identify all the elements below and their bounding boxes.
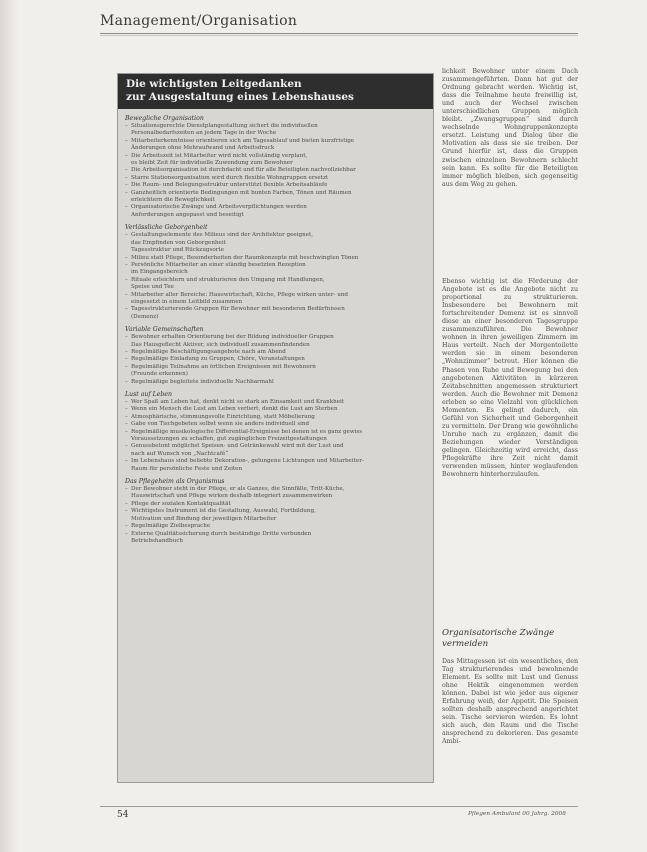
- infobox-list-item: – Starre Stationsorganisation wird durch flexible Wohngruppen ersetzt: [125, 175, 426, 182]
- header-rule: [100, 33, 578, 34]
- header-rule-secondary: [100, 35, 578, 36]
- infobox-list-item: eingesetzt in einem Leitbild zusammen: [131, 298, 243, 305]
- infobox-list-item: Motivation und Bindung der jeweiligen Mitarbeiter: [131, 515, 277, 522]
- infobox-list-item: – Die Raum- und Belegungsstruktur unterstützt flexible Arbeitsabläufe: [125, 182, 426, 189]
- infobox-list-item: – Regelmäßige begleitete individuelle Nachbarmahl: [125, 379, 426, 386]
- infobox-list-item: Raum für persönliche Feste und Zeiten: [131, 465, 243, 472]
- infobox-list-item: nach auf Wunsch von „Nachtcafé“: [131, 450, 229, 457]
- infobox-list-item: (Freunde erkennen): [131, 371, 188, 378]
- infobox-section: [125, 224, 426, 321]
- infobox-list-item: – Persönliche Mitarbeiter an einer ständig besetzten Rezeption: [125, 262, 426, 269]
- infobox-list-item: – Wenn ein Mensch die Lust am Leben verliert, denkt die Lust am Sterben: [125, 406, 426, 413]
- section-heading-line-2: vermeiden: [442, 638, 489, 649]
- running-header: Management/Organisation: [100, 13, 298, 29]
- infobox-list-item: (Demenz): [131, 313, 159, 320]
- infobox-title: [118, 74, 433, 109]
- infobox-section-title: Das Pflegeheim als Organismus: [125, 478, 225, 486]
- page-number: 54: [117, 810, 129, 820]
- infobox-list-item: – Wichtigstes Instrument ist die Gestaltung, Auswahl, Fortbildung,: [125, 508, 426, 515]
- infobox-list-item: Personalbedarfszeiten an jedem Tage in der Woche: [131, 130, 277, 137]
- infobox-list-item: – Milieu statt Pflege, Besonderheiten der Raumkonzepte mit beschwingten Tönen: [125, 255, 426, 262]
- paragraph-text: lichkeit Bewohner unter einem Dach zusammengeführten. Dann hat gut der Ordnung gebracht werden. Wichtig ist, dass die Teilnahme heute freiwillig ist, und auch der Wechsel zwischen unterschiedlichen Gruppen möglich bleibt. „Zwangsgruppen“ sind durch wechselnde Wohngruppenkonzepte ersetzt. Leistung und Dialog über die Motivation als dass sie sie treiben. Der Grund hierfür ist, dass die Gruppen zwischen einzelnen Bewohnern schlecht sein kann. Es sollte für die Beteiligten immer möglich bleiben, sich gegenseitig aus dem Weg zu gehen.: [442, 68, 578, 188]
- footer-rule: [100, 806, 578, 807]
- infobox-list-item: – Regelmäßige Zielbesprache: [125, 523, 426, 530]
- infobox-list-item: – Organisatorische Zwänge und Arbeitsverpflichtungen werden: [125, 204, 426, 211]
- infobox-list-item: – Die Arbeitsorganisation ist durchdacht und für alle Beteiligten nachvollziehbar: [125, 167, 426, 174]
- infobox-list-item: – Die Arbeitszeit ist Mitarbeiter wird nicht vollständig verplant,: [125, 153, 426, 160]
- infobox-list-item: im Eingangsbereich: [131, 269, 188, 276]
- infobox-body: [118, 109, 433, 545]
- infobox-list-item: – Genussbetont möglichst Speisen- und Getränkewahl wird mit der Lust und: [125, 443, 426, 450]
- infobox-list-item: – Wer Spaß am Leben hat, denkt nicht so stark an Einsamkeit und Krankheit: [125, 399, 426, 406]
- infobox-list-item: – Mitarbeiterkenntnisse orientieren sich am Tagesablauf und bieten kurzfristige: [125, 138, 426, 145]
- infobox-section-title: Lust auf Leben: [125, 391, 173, 398]
- infobox-list-item: – Regelmäßige musikologische Differential-Ereignisse bei denen ist es ganz gewiss: [125, 429, 426, 436]
- infobox-list-item: Das Hausgeflecht Aktiver, sich individuell zusammenfindenden: [131, 341, 310, 348]
- page-shadow: [0, 0, 18, 852]
- infobox-list-item: – Regelmäßige Beschäftigungsangebote nach am Abend: [125, 349, 426, 356]
- infobox-section: [125, 478, 426, 545]
- infobox-section: [125, 326, 426, 386]
- infobox-list-item: Betriebshandbuch: [131, 537, 183, 544]
- infobox-list-item: – Atmosphärische, stimmungsvolle Einrichtung, statt Möbelierung: [125, 414, 426, 421]
- infobox-list-item: – Regelmäßige Teilnahme an örtlichen Ereignissen mit Bewohnern: [125, 364, 426, 371]
- infobox-list-item: es bleibt Zeit für individuelle Zuwendung zum Bewohner: [131, 160, 293, 167]
- infobox-list-item: – Gestaltungselemente des Milieus sind der Architektur geeignet,: [125, 232, 426, 239]
- guidelines-infobox: [117, 73, 434, 783]
- section-heading: [442, 628, 578, 649]
- infobox-list-item: erleichtern die Beweglichkeit: [131, 197, 215, 204]
- infobox-list-item: Tagesstruktur und Rückzugsorte: [131, 247, 224, 254]
- infobox-list-item: – Situationsgerechte Dienstplangestaltung sichert die individuellen: [125, 123, 426, 130]
- infobox-list-item: – Regelmäßige Einladung zu Gruppen, Chöre, Veranstaltungen: [125, 356, 426, 363]
- infobox-list-item: – Im Lebenshaus sind beliebte Dekoration-, gelungene Lichtungen und Mitarbeiter-: [125, 458, 426, 465]
- infobox-list-item: Hauswirtschaft und Pflege wirken deshalb integriert zusammenwirken: [131, 493, 333, 500]
- infobox-list-item: – Rituale erleichtern und strukturieren den Umgang mit Handlungen,: [125, 277, 426, 284]
- journal-reference: Pflegen Ambulant 00 Jahrg. 2008: [468, 811, 566, 817]
- infobox-list-item: – Externe Qualitätssicherung durch beständige Dritte verbunden: [125, 531, 426, 538]
- paragraph-text: Ebenso wichtig ist die Förderung der Angebote ist es die Angebote nicht zu proportional zu strukturieren. Insbesondere bei Bewohnern mit fortschreitender Demenz ist es sinnvoll diese an einer besonderen Tagesgruppe zusammenzuführen. Die Bewohner wohnen in ihren jeweiligen Zimmern im Haus verteilt. Nach der Morgentoilette werden sie in einem besonderen „Wohnzimmer“ betreut. Hier können die Phasen von Ruhe und Bewegung bei den angebotenen Aktivitäten in kürzeren Zeitabschnitten angemessen strukturiert werden. Auch die Bewohner mit Demenz erleben so eine Vielzahl von glücklichen Momenten. Es gelingt dadurch, ein Gefühl von Sicherheit und Geborgenheit zu vermitteln. Der Drang wie gewöhnliche Unruhe nach zu ergänzen, damit die Beziehungen wieder Verständigen gelingen. Gleichzeitig wird erreicht, dass Pflegekräfte ihre Zeit nicht damit verwenden müssen, hinter weglaufenden Bewohnern hinterherzulaufen.: [442, 278, 578, 479]
- article-paragraph-3: [442, 658, 578, 747]
- infobox-list-item: Voraussetzungen zu schaffen, gut zugänglichen Freizeitgestaltungen: [131, 436, 327, 443]
- infobox-list-item: – Bewohner erhalten Orientierung bei der Bildung individueller Gruppen: [125, 334, 426, 341]
- article-paragraph-1: [442, 68, 578, 189]
- infobox-list-item: – Der Bewohner steht in der Pflege, er als Ganzes, die Sinnfälle, Tritt-Küche,: [125, 486, 426, 493]
- article-paragraph-2: [442, 278, 578, 479]
- infobox-list-item: – Gabe von Tischgebeten selbst wenn sie anders individuell sind: [125, 421, 426, 428]
- infobox-list-item: – Pflege der sozialen Kontaktqualität: [125, 501, 426, 508]
- infobox-list-item: Änderungen ohne Mehraufwand und Arbeitsdruck: [131, 145, 275, 152]
- paragraph-text: Das Mittagessen ist ein wesentliches, den Tag strukturierendes und bewohnende Element. Es sollte mit Lust und Genuss ohne Hektik eingenommen werden können. Dabei ist wie jeder aus eigener Erfahrung weiß, der Appetit. Die Speisen sollten deshalb ansprechend angerichtet sein. Tische servieren werden. Es lohnt sich auch, den Raum und die Tische ansprechend zu dekorieren. Das gesamte Ambi-: [442, 658, 578, 746]
- infobox-list-item: – Mitarbeiter aller Bereiche: Hauswirtschaft, Küche, Pflege wirken unter- und: [125, 292, 426, 299]
- infobox-section-title: Variable Gemeinschaften: [125, 326, 204, 334]
- infobox-list-item: das Empfinden von Geborgenheit: [131, 239, 226, 246]
- infobox-title-line-2: zur Ausgestaltung eines Lebenshauses: [126, 91, 354, 103]
- infobox-section-title: Verlässliche Geborgenheit: [125, 224, 208, 232]
- section-heading-line-1: Organisatorische Zwänge: [442, 628, 555, 638]
- infobox-section: [125, 115, 426, 219]
- infobox-list-item: – Tagesstrukturierende Gruppen für Bewohner mit besonderen Bedürfnissen: [125, 306, 426, 313]
- infobox-list-item: Speise und Tee: [131, 284, 174, 291]
- infobox-list-item: – Ganzheitlich orientierte Bedingungen mit bunten Farben, Tönen und Räumen: [125, 190, 426, 197]
- infobox-section-title: Bewegliche Organisation: [125, 115, 204, 122]
- infobox-title-line-1: Die wichtigsten Leitgedanken: [126, 78, 302, 90]
- infobox-section: [125, 391, 426, 473]
- infobox-list-item: Anforderungen angepasst und beseitigt: [131, 211, 244, 218]
